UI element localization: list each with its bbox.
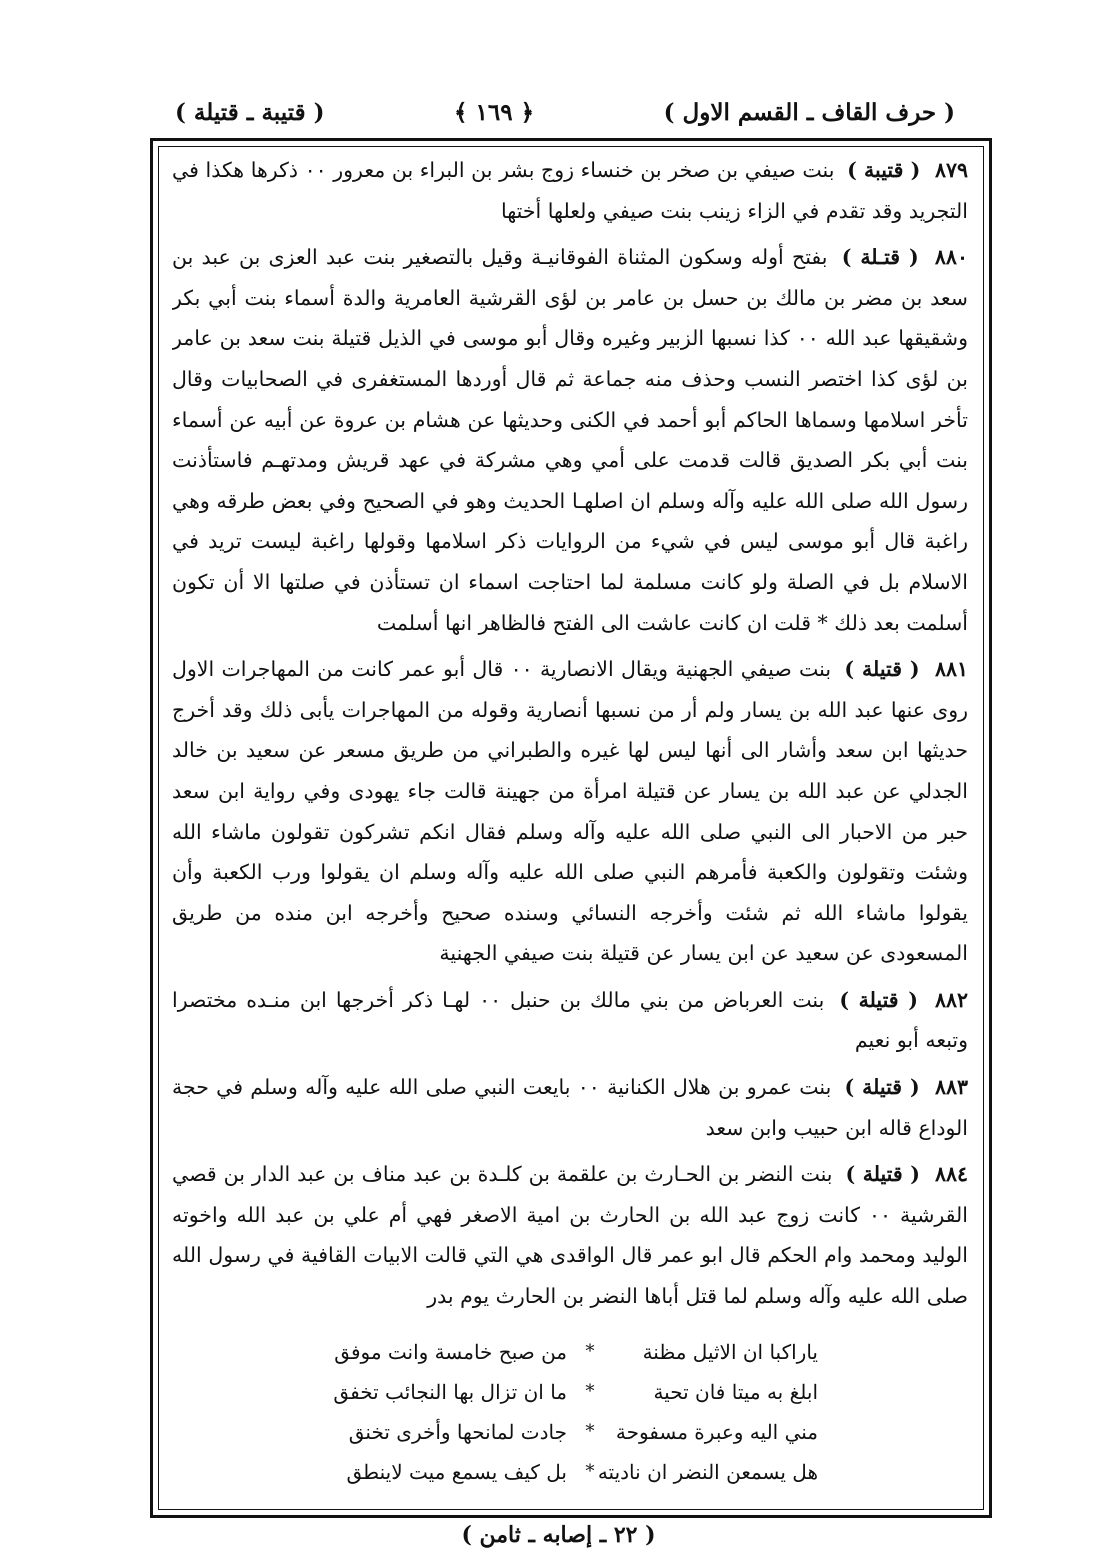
entry-number: ٨٨٣ <box>934 1075 968 1100</box>
signature-mark: ( ٢٢ ـ إصابه ـ ثامن ) <box>461 1522 656 1548</box>
entry-name: ( قتيلة ) <box>845 1162 920 1187</box>
poem-verse <box>172 1413 818 1453</box>
verse-separator: * <box>585 1461 595 1483</box>
entry-text: بنت النضر بن الحـارث بن علقمة بن كلـدة بن عبد مناف بن عبد الدار بن قصي القرشية ٠٠ كانت زوج عبد الله بن الحارث بن امية الاصغر فهي أم علي بن عبد الله واخوته الوليد ومحمد وام الحكم قال ابو عمر قال الواقدى هي التي قالت الابيات القافية في رسول الله صلى الله عليه وآله وسلم لما قتل أباها النضر بن الحارث يوم بدر <box>172 1162 968 1309</box>
entry-text: بنت العرباض من بني مالك بن حنبل ٠٠ لهـا ذكر أخرجها ابن منـده مختصرا وتبعه أبو نعيم <box>172 987 968 1053</box>
entry-text: بنت عمرو بن هلال الكنانية ٠٠ بايعت النبي صلى الله عليه وآله وسلم في حجة الوداع قاله ابن حبيب وابن سعد <box>172 1075 968 1140</box>
verse-first-half: هل يسمعن النضر ان ناديته <box>597 1460 818 1485</box>
poem-verses <box>172 1333 968 1493</box>
verse-first-half: ياراكبا ان الاثيل مظنة <box>642 1340 818 1365</box>
entry-name: ( قتيبة ) <box>847 158 921 182</box>
entry-884 <box>172 1154 968 1316</box>
entry-name: ( قتيلة ) <box>839 987 918 1012</box>
verse-separator: * <box>585 1421 595 1443</box>
entry-text: بفتح أوله وسكون المثناة الفوقانيـة وقيل بالتصغير بنت عبد العزى بن عبد بن سعد بن مضر بن مالك بن حسل بن عامر بن لؤى القرشية العامرية والدة أسماء بنت أبي بكر وشقيقها عبد الله ٠٠ كذا نسبها الزبير وغيره وقال أبو موسى في الذيل قتيلة بنت سعد بن عامر بن لؤى كذا اختصر النسب وحذف منه جماعة ثم قال أوردها المستغفرى في الصحابيات وقال تأخر اسلامها وسماها الحاكم أبو أحمد في الكنى وحديثها عن هشام بن عروة عن أبيه عن أسماء بنت أبي بكر الصديق قالت قدمت على أمي وهي مشركة في عهد قريش ومدتهـم فاستأذنت رسول الله صلى الله عليه وآله وسلم ان اصلهـا الحديث وهو في الصحيح وفي بعض طرقه وهي راغبة قال أبو موسى ليس في شيء من الروايات ذكر اسلامها وقولها راغبة ليست تريد في الاسلام بل في الصلة ولو كانت مسلمة لما احتاجت اسماء ان تستأذن في صلتها الا أن تكون أسلمت بعد ذلك * قلت ان كانت عاشت الى الفتح فالظاهر انها أسلمت <box>172 245 968 635</box>
entry-text: بنت صيفي بن صخر بن خنساء زوج بشر بن البراء بن معرور ٠٠ ذكرها هكذا في التجريد وقد تقدم في الزاء زينب بنت صيفي ولعلها أختها <box>172 158 968 223</box>
entry-number: ٨٨٠ <box>934 245 968 270</box>
verse-second-half: ما ان تزال بها النجائب تخفق <box>333 1380 567 1405</box>
entry-number: ٨٨١ <box>934 657 968 682</box>
poem-verse <box>172 1453 818 1493</box>
entry-name: ( قتيلة ) <box>844 657 920 682</box>
header-chapter: ( حرف القاف ـ القسم الاول ) <box>663 98 955 126</box>
entry-881 <box>172 649 968 974</box>
verse-second-half: جادت لمانحها وأخرى تخنق <box>348 1420 567 1445</box>
poem-verse <box>172 1373 818 1413</box>
entry-880 <box>172 237 968 643</box>
entry-883 <box>172 1067 968 1148</box>
poem-verse <box>172 1333 818 1373</box>
entry-number: ٨٨٤ <box>934 1162 968 1187</box>
running-header <box>175 92 955 132</box>
verse-first-half: مني اليه وعبرة مسفوحة <box>615 1420 818 1445</box>
verse-separator: * <box>585 1381 595 1403</box>
entry-text: بنت صيفي الجهنية ويقال الانصارية ٠٠ قال أبو عمر كانت من المهاجرات الاول روى عنها عبد الله بن يسار ولم أر من نسبها أنصارية وقوله من المهاجرات يأبى ذلك وقد أخرج حديثها ابن سعد وأشار الى أنها ليس لها غيره والطبراني من طريق مسعر عن سعيد بن خالد الجدلي عن عبد الله بن يسار عن قتيلة امرأة من جهينة قالت جاء يهودى وفي رواية ابن سعد حبر من الاحبار الى النبي صلى الله عليه وآله وسلم فقال انكم تشركون تقولون ماشاء الله وشئت وتقولون والكعبة فأمرهم النبي صلى الله عليه وآله وسلم ان يقولوا ورب الكعبة وأن يقولوا ماشاء الله ثم شئت وأخرجه النسائي وسنده صحيح وأخرجه ابن منده من طريق المسعودى عن سعيد عن ابن يسار عن قتيلة بنت صيفي الجهنية <box>172 657 968 966</box>
verse-second-half: من صبح خامسة وانت موفق <box>334 1340 567 1365</box>
entry-number: ٨٧٩ <box>934 158 968 182</box>
entry-name: ( قتيلة ) <box>844 1075 920 1100</box>
entry-882 <box>172 980 968 1061</box>
text-body <box>172 150 968 1495</box>
entry-number: ٨٨٢ <box>934 987 968 1012</box>
page-number: ﴿ ١٦٩ ﴾ <box>454 98 535 126</box>
entry-name: ( قتـلة ) <box>841 245 919 270</box>
verse-separator: * <box>585 1341 595 1363</box>
entry-879 <box>172 150 968 231</box>
verse-second-half: بل كيف يسمع ميت لاينطق <box>346 1460 567 1485</box>
verse-first-half: ابلغ به ميتا فان تحية <box>653 1380 818 1405</box>
header-entries-range: ( قتيبة ـ قتيلة ) <box>175 98 325 126</box>
